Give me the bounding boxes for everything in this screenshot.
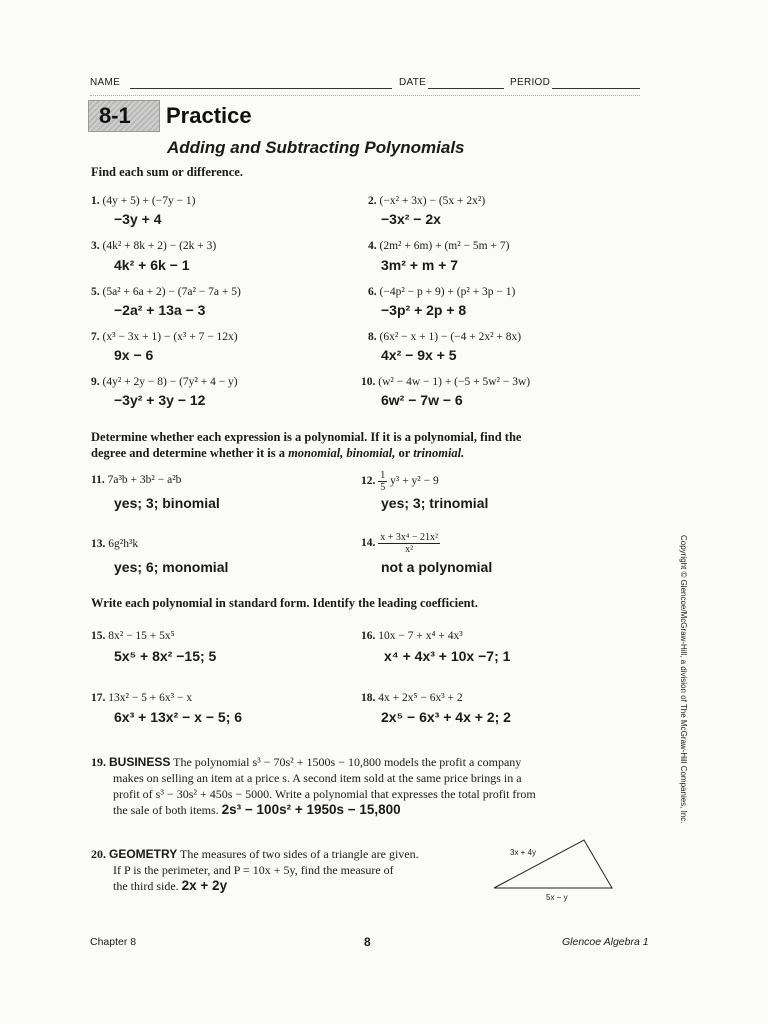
problem-expression: (4k² + 8k + 2) − (2k + 3)	[102, 240, 217, 252]
answer-18: 2x⁵ − 6x³ + 4x + 2; 2	[381, 709, 511, 725]
problem-expression: 13x² − 5 + 6x³ − x	[108, 692, 193, 704]
problem-17	[91, 692, 192, 704]
problem-text-line-3: profit of s³ − 30s² + 450s − 5000. Write a polynomial that expresses the total profit from	[113, 787, 536, 801]
problem-number: 19.	[91, 755, 106, 769]
problem-11	[91, 474, 181, 486]
problem-9	[91, 376, 238, 388]
period-line	[552, 88, 640, 89]
fraction-denominator: 5	[380, 482, 386, 493]
answer-2: −3x² − 2x	[381, 211, 441, 227]
problem-expression: (2m² + 6m) + (m² − 5m + 7)	[379, 240, 510, 252]
answer-13: yes; 6; monomial	[114, 559, 229, 575]
answer-1: −3y + 4	[114, 211, 162, 227]
problem-7	[91, 331, 238, 343]
problem-expression: (−x² + 3x) − (5x + 2x²)	[379, 195, 486, 207]
problem-expression: (4y² + 2y − 8) − (7y² + 4 − y)	[102, 376, 238, 388]
term-binomial: binomial,	[346, 446, 396, 460]
footer-page-number: 8	[364, 935, 371, 949]
problem-text-line-4: the sale of both items.	[113, 803, 219, 817]
problem-number: 1.	[91, 195, 100, 207]
problem-number: 5.	[91, 286, 100, 298]
problem-expression: y³ + y² − 9	[390, 475, 439, 488]
problem-14	[361, 532, 440, 555]
directions-line-1: Determine whether each expression is a polynomial. If it is a polynomial, find the	[91, 430, 522, 444]
name-label: NAME	[90, 77, 121, 88]
term-monomial: monomial,	[288, 446, 344, 460]
answer-6: −3p² + 2p + 8	[381, 302, 467, 318]
problem-number: 16.	[361, 630, 376, 642]
problem-number: 15.	[91, 630, 106, 642]
answer-10: 6w² − 7w − 6	[381, 392, 463, 408]
problem-number: 13.	[91, 538, 106, 550]
problem-19	[91, 754, 651, 818]
problem-10	[361, 376, 530, 388]
problem-number: 6.	[368, 286, 377, 298]
answer-4: 3m² + m + 7	[381, 257, 459, 273]
answer-3: 4k² + 6k − 1	[114, 257, 190, 273]
lesson-number: 8-1	[99, 103, 131, 128]
answer-7: 9x − 6	[114, 347, 154, 363]
answer-15: 5x⁵ + 8x² −15; 5	[114, 648, 217, 664]
problem-number: 9.	[91, 376, 100, 388]
footer-book-title: Glencoe Algebra 1	[562, 936, 649, 948]
answer-9: −3y² + 3y − 12	[114, 392, 206, 408]
answer-12: yes; 3; trinomial	[381, 495, 489, 511]
answer-8: 4x² − 9x + 5	[381, 347, 457, 363]
problem-number: 7.	[91, 331, 100, 343]
section2-directions	[91, 429, 651, 461]
problem-expression: 7a³b + 3b² − a²b	[107, 474, 182, 486]
problem-expression: (5a² + 6a + 2) − (7a² − 7a + 5)	[102, 286, 241, 298]
problem-expression: (x³ − 3x + 1) − (x³ + 7 − 12x)	[102, 331, 238, 343]
period-label: PERIOD	[510, 77, 551, 88]
problem-16	[361, 630, 463, 642]
fraction	[378, 532, 440, 555]
problem-expression: (w² − 4w − 1) + (−5 + 5w² − 3w)	[378, 376, 531, 388]
problem-number: 2.	[368, 195, 377, 207]
problem-label: BUSINESS	[109, 755, 171, 769]
directions-line-2: degree and determine whether it is a	[91, 446, 289, 460]
term-trinomial: trinomial.	[413, 446, 465, 460]
fraction-denominator: x²	[405, 544, 414, 555]
problem-expression: 4x + 2x⁵ − 6x³ + 2	[378, 692, 463, 704]
problem-15	[91, 630, 175, 642]
problem-2	[368, 195, 485, 207]
fraction	[378, 470, 387, 493]
fraction-numerator: x + 3x⁴ − 21x²	[380, 532, 439, 543]
answer-14: not a polynomial	[381, 559, 493, 575]
problem-number: 3.	[91, 240, 100, 252]
problem-number: 10.	[361, 376, 376, 388]
problem-number: 14.	[361, 537, 376, 550]
answer-17: 6x³ + 13x² − x − 5; 6	[114, 709, 243, 725]
answer-16: x⁴ + 4x³ + 10x −7; 1	[384, 648, 511, 664]
problem-label: GEOMETRY	[109, 847, 178, 861]
problem-3	[91, 240, 216, 252]
fraction-numerator: 1	[380, 470, 386, 481]
problem-18	[361, 692, 463, 704]
problem-expression: 6g²h³k	[108, 538, 139, 550]
lesson-title: Practice	[166, 103, 252, 128]
problem-text-line-3: the third side.	[113, 879, 179, 893]
problem-13	[91, 538, 138, 550]
problem-12	[361, 470, 439, 493]
problem-20	[91, 846, 511, 894]
problem-text-line-2: If P is the perimeter, and P = 10x + 5y, find the measure of	[113, 863, 394, 877]
problem-expression: (−4p² − p + 9) + (p² + 3p − 1)	[379, 286, 516, 298]
problem-number: 8.	[368, 331, 377, 343]
problem-expression: 8x² − 15 + 5x⁵	[108, 630, 175, 642]
side-label-b: 5x − y	[546, 893, 568, 902]
section3-directions: Write each polynomial in standard form. Identify the leading coefficient.	[91, 596, 478, 610]
answer-19: 2s³ − 100s² + 1950s − 15,800	[221, 802, 401, 817]
problem-number: 12.	[361, 475, 376, 488]
problem-number: 20.	[91, 847, 106, 861]
copyright-notice: Copyright © Glencoe/McGraw-Hill, a division of The McGraw-Hill Companies, Inc.	[679, 535, 688, 824]
side-label-a: 3x + 4y	[510, 848, 537, 857]
name-line	[130, 88, 392, 89]
lesson-subtitle: Adding and Subtracting Polynomials	[167, 138, 465, 157]
footer-chapter: Chapter 8	[90, 936, 137, 948]
problem-8	[368, 331, 521, 343]
problem-text-line-2: makes on selling an item at a price s. A second item sold at the same price brings in a	[113, 771, 522, 785]
answer-20: 2x + 2y	[181, 878, 228, 893]
section1-directions: Find each sum or difference.	[91, 165, 243, 179]
problem-expression: 10x − 7 + x⁴ + 4x³	[378, 630, 463, 642]
problem-expression: (6x² − x + 1) − (−4 + 2x² + 8x)	[379, 331, 522, 343]
answer-11: yes; 3; binomial	[114, 495, 220, 511]
problem-number: 18.	[361, 692, 376, 704]
problem-text-line-1: The measures of two sides of a triangle are given.	[177, 847, 419, 861]
word-or: or	[395, 446, 414, 460]
title-rule	[90, 95, 640, 96]
problem-1	[91, 195, 196, 207]
problem-6	[368, 286, 515, 298]
problem-number: 17.	[91, 692, 106, 704]
problem-4	[368, 240, 509, 252]
answer-5: −2a² + 13a − 3	[114, 302, 206, 318]
problem-text-line-1: The polynomial s³ − 70s² + 1500s − 10,800 models the profit a company	[170, 755, 522, 769]
problem-expression: (4y + 5) + (−7y − 1)	[102, 195, 196, 207]
problem-number: 11.	[91, 474, 105, 486]
date-line	[428, 88, 504, 89]
problem-5	[91, 286, 241, 298]
problem-number: 4.	[368, 240, 377, 252]
date-label: DATE	[399, 77, 427, 88]
